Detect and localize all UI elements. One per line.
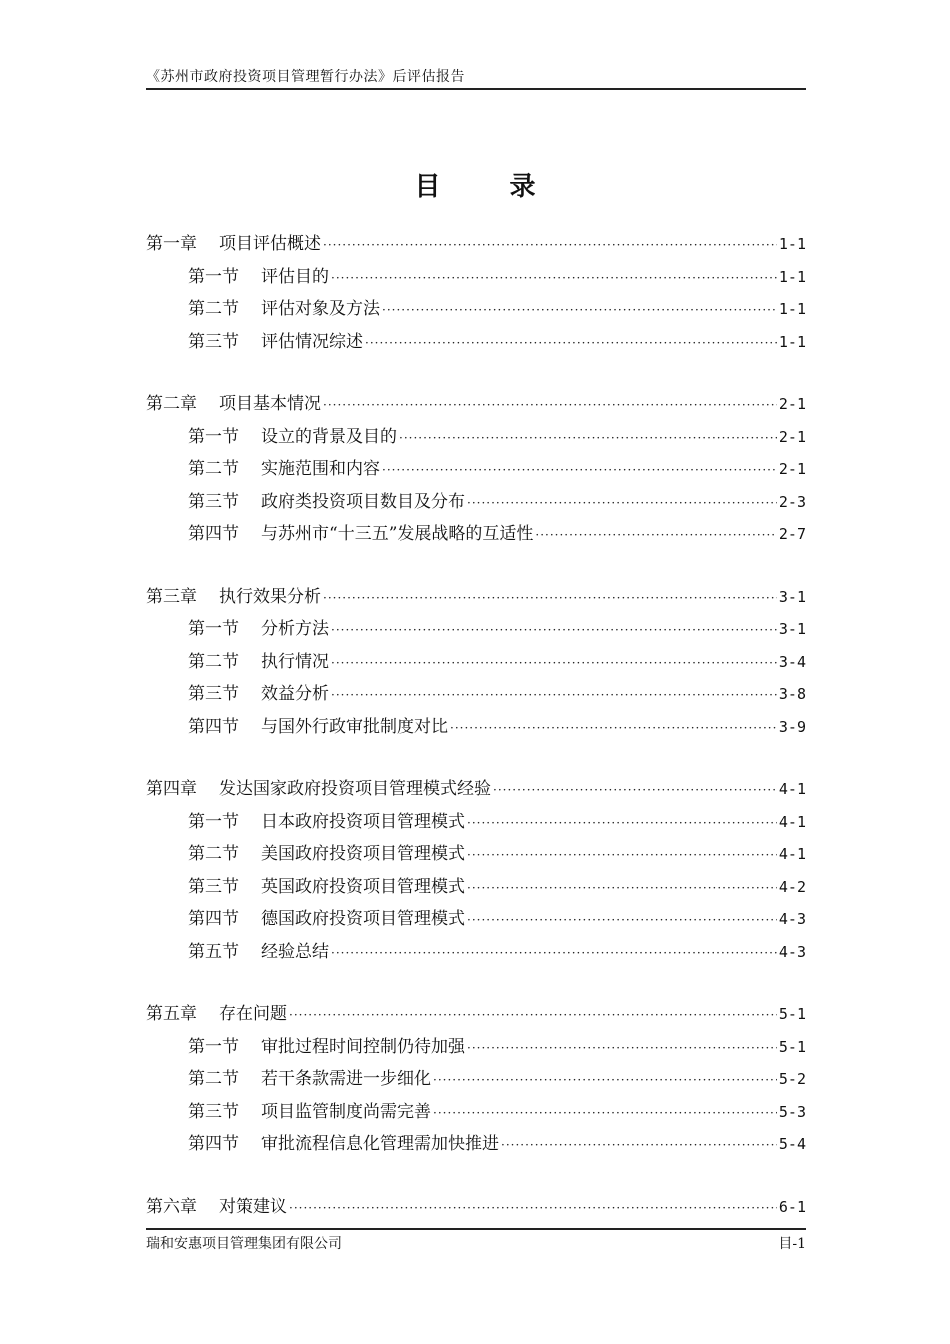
toc-section-entry[interactable]	[146, 647, 806, 680]
toc-entry-number: 第四节	[188, 909, 239, 929]
toc-entry-page: 5-1	[778, 1037, 806, 1056]
toc-chapter-group	[146, 229, 806, 359]
toc-entry-label	[188, 487, 465, 512]
toc-chapter-entry[interactable]	[146, 1192, 806, 1225]
toc-section-entry[interactable]	[146, 262, 806, 295]
toc-entry-title: 效益分析	[261, 684, 329, 704]
toc-section-entry[interactable]	[146, 872, 806, 905]
page-header: 《苏州市政府投资项目管理暂行办法》后评估报告	[146, 66, 806, 90]
page-footer	[146, 1228, 806, 1256]
toc-entry-page: 1-1	[778, 332, 806, 351]
toc-entry-label	[188, 1129, 499, 1154]
dot-leader	[433, 1106, 777, 1120]
toc-entry-label	[146, 389, 321, 414]
toc-entry-page: 1-1	[778, 267, 806, 286]
toc-entry-label	[188, 519, 533, 544]
toc-entry-number: 第四章	[146, 779, 197, 799]
toc-entry-page: 6-1	[778, 1197, 806, 1216]
toc-chapter-entry[interactable]	[146, 389, 806, 422]
toc-section-entry[interactable]	[146, 327, 806, 360]
toc-entry-label	[188, 839, 465, 864]
toc-entry-label	[188, 679, 329, 704]
toc-entry-page: 5-2	[778, 1070, 806, 1088]
footer-page-number: 目-1	[778, 1236, 806, 1252]
toc-entry-label	[188, 454, 380, 479]
toc-entry-page: 2-7	[778, 525, 806, 543]
toc-entry-page: 4-1	[778, 780, 806, 798]
toc-entry-label	[146, 1192, 287, 1217]
toc-section-entry[interactable]	[146, 807, 806, 840]
toc-entry-number: 第一章	[146, 234, 197, 254]
dot-leader	[467, 848, 777, 862]
toc-entry-title: 执行情况	[261, 651, 329, 672]
toc-entry-label	[188, 937, 329, 962]
dot-leader	[467, 816, 777, 830]
toc-entry-label	[188, 904, 465, 929]
toc-entry-number: 第一节	[188, 266, 239, 287]
toc-entry-label	[188, 327, 363, 352]
toc-entry-label	[188, 1064, 431, 1089]
toc-entry-number: 第一节	[188, 811, 239, 832]
toc-entry-number: 第四节	[188, 1134, 239, 1154]
toc-chapter-entry[interactable]	[146, 582, 806, 615]
toc-section-entry[interactable]	[146, 904, 806, 937]
toc-entry-title: 与国外行政审批制度对比	[261, 716, 448, 737]
toc-entry-page: 3-4	[778, 652, 806, 671]
toc-entry-title: 经验总结	[261, 941, 329, 962]
toc-section-entry[interactable]	[146, 839, 806, 872]
toc-entry-title: 德国政府投资项目管理模式	[261, 909, 465, 929]
toc-section-entry[interactable]	[146, 1097, 806, 1130]
dot-leader	[501, 1138, 777, 1152]
toc-entry-title: 对策建议	[219, 1196, 287, 1217]
toc-entry-page: 4-3	[778, 910, 806, 928]
toc-entry-number: 第三章	[146, 586, 197, 607]
toc-chapter-group	[146, 582, 806, 745]
toc-section-entry[interactable]	[146, 422, 806, 455]
toc-section-entry[interactable]	[146, 1064, 806, 1097]
dot-leader	[467, 496, 777, 510]
toc-entry-label	[188, 422, 397, 447]
toc-entry-title: 政府类投资项目数目及分布	[261, 491, 465, 512]
toc-entry-label	[188, 1032, 465, 1057]
dot-leader	[331, 656, 777, 670]
toc-section-entry[interactable]	[146, 1129, 806, 1162]
toc-entry-number: 第三节	[188, 876, 239, 897]
toc-entry-title: 审批流程信息化管理需加快推进	[261, 1134, 499, 1154]
toc-entry-number: 第五节	[188, 941, 239, 962]
toc-entry-label	[188, 712, 448, 737]
toc-entry-page: 5-3	[778, 1102, 806, 1121]
toc-chapter-entry[interactable]	[146, 229, 806, 262]
toc-entry-page: 4-2	[778, 877, 806, 896]
dot-leader	[289, 1008, 777, 1022]
toc-entry-label	[188, 872, 465, 897]
toc-entry-page: 1-1	[778, 300, 806, 318]
toc-entry-title: 执行效果分析	[219, 586, 321, 607]
toc-entry-number: 第四节	[188, 524, 239, 544]
dot-leader	[323, 398, 777, 412]
toc-section-entry[interactable]	[146, 712, 806, 745]
toc-entry-page: 2-1	[778, 395, 806, 413]
dot-leader	[331, 688, 777, 702]
page-title: 目 录	[414, 172, 566, 202]
toc-entry-title: 项目监管制度尚需完善	[261, 1101, 431, 1122]
dot-leader	[331, 623, 777, 637]
toc-entry-page: 5-4	[778, 1135, 806, 1153]
toc-section-entry[interactable]	[146, 937, 806, 970]
dot-leader	[382, 463, 777, 477]
toc-entry-number: 第二节	[188, 459, 239, 479]
dot-leader	[493, 783, 777, 797]
toc-section-entry[interactable]	[146, 294, 806, 327]
toc-entry-number: 第三节	[188, 491, 239, 512]
toc-entry-number: 第四节	[188, 716, 239, 737]
dot-leader	[289, 1201, 777, 1215]
toc-entry-title: 美国政府投资项目管理模式	[261, 844, 465, 864]
toc-entry-number: 第三节	[188, 684, 239, 704]
toc-entry-title: 项目评估概述	[219, 234, 321, 254]
dot-leader	[323, 591, 777, 605]
dot-leader	[331, 946, 777, 960]
toc-entry-label	[188, 647, 329, 672]
toc-section-entry[interactable]	[146, 1032, 806, 1065]
toc-entry-page: 4-1	[778, 812, 806, 831]
toc-entry-label	[188, 807, 465, 832]
toc-entry-title: 项目基本情况	[219, 394, 321, 414]
dot-leader	[433, 1073, 777, 1087]
toc-entry-page: 3-8	[778, 685, 806, 703]
toc-chapter-group	[146, 774, 806, 969]
toc-entry-label	[188, 614, 329, 639]
toc-section-entry[interactable]	[146, 454, 806, 487]
toc-entry-number: 第二节	[188, 1069, 239, 1089]
toc-entry-number: 第二章	[146, 394, 197, 414]
toc-entry-title: 评估情况综述	[261, 331, 363, 352]
toc-entry-number: 第三节	[188, 1101, 239, 1122]
dot-leader	[365, 336, 777, 350]
toc-entry-number: 第二节	[188, 299, 239, 319]
toc-entry-title: 发达国家政府投资项目管理模式经验	[219, 779, 491, 799]
toc-entry-page: 3-9	[778, 717, 806, 736]
toc-entry-page: 5-1	[778, 1005, 806, 1023]
toc-entry-page: 1-1	[778, 235, 806, 253]
toc-entry-label	[146, 582, 321, 607]
toc-entry-title: 实施范围和内容	[261, 459, 380, 479]
toc-entry-label	[146, 774, 491, 799]
toc-section-entry[interactable]	[146, 679, 806, 712]
toc-entry-page: 2-3	[778, 492, 806, 511]
dot-leader	[467, 913, 777, 927]
toc-entry-number: 第三节	[188, 331, 239, 352]
dot-leader	[399, 431, 777, 445]
toc-entry-title: 若干条款需进一步细化	[261, 1069, 431, 1089]
toc-entry-label	[146, 999, 287, 1024]
toc-chapter-entry[interactable]	[146, 999, 806, 1032]
toc-section-entry[interactable]	[146, 519, 806, 552]
toc-entry-number: 第一节	[188, 619, 239, 639]
toc-section-entry[interactable]	[146, 487, 806, 520]
toc-entry-page: 2-1	[778, 460, 806, 478]
toc-entry-page: 2-1	[778, 427, 806, 446]
footer-company: 瑞和安惠项目管理集团有限公司	[146, 1236, 342, 1252]
toc-entry-label	[188, 294, 380, 319]
toc-chapter-group	[146, 1192, 806, 1225]
dot-leader	[535, 528, 777, 542]
toc-entry-page: 4-3	[778, 942, 806, 961]
toc-entry-title: 与苏州市“十三五”发展战略的互适性	[261, 524, 534, 544]
toc-entry-label	[146, 229, 321, 254]
toc-entry-title: 英国政府投资项目管理模式	[261, 876, 465, 897]
toc-chapter-group	[146, 999, 806, 1162]
toc-entry-page: 3-1	[778, 620, 806, 638]
toc-chapter-group	[146, 389, 806, 552]
toc-entry-number: 第二节	[188, 844, 239, 864]
toc-entry-number: 第五章	[146, 1004, 197, 1024]
dot-leader	[450, 721, 777, 735]
dot-leader	[331, 271, 777, 285]
toc-entry-title: 分析方法	[261, 619, 329, 639]
toc-entry-number: 第一节	[188, 1036, 239, 1057]
toc-entry-label	[188, 1097, 431, 1122]
dot-leader	[382, 303, 777, 317]
dot-leader	[467, 1041, 777, 1055]
toc-entry-number: 第一节	[188, 426, 239, 447]
toc-entry-title: 日本政府投资项目管理模式	[261, 811, 465, 832]
dot-leader	[323, 238, 777, 252]
toc-entry-page: 4-1	[778, 845, 806, 863]
toc-entry-title: 评估对象及方法	[261, 299, 380, 319]
toc-entry-label	[188, 262, 329, 287]
toc-entry-title: 设立的背景及目的	[261, 426, 397, 447]
toc-section-entry[interactable]	[146, 614, 806, 647]
toc-entry-page: 3-1	[778, 587, 806, 606]
toc-chapter-entry[interactable]	[146, 774, 806, 807]
toc-entry-number: 第二节	[188, 651, 239, 672]
toc-entry-title: 存在问题	[219, 1004, 287, 1024]
toc-entry-title: 评估目的	[261, 266, 329, 287]
toc-entry-number: 第六章	[146, 1196, 197, 1217]
toc-entry-title: 审批过程时间控制仍待加强	[261, 1036, 465, 1057]
table-of-contents	[146, 229, 806, 1254]
dot-leader	[467, 881, 777, 895]
